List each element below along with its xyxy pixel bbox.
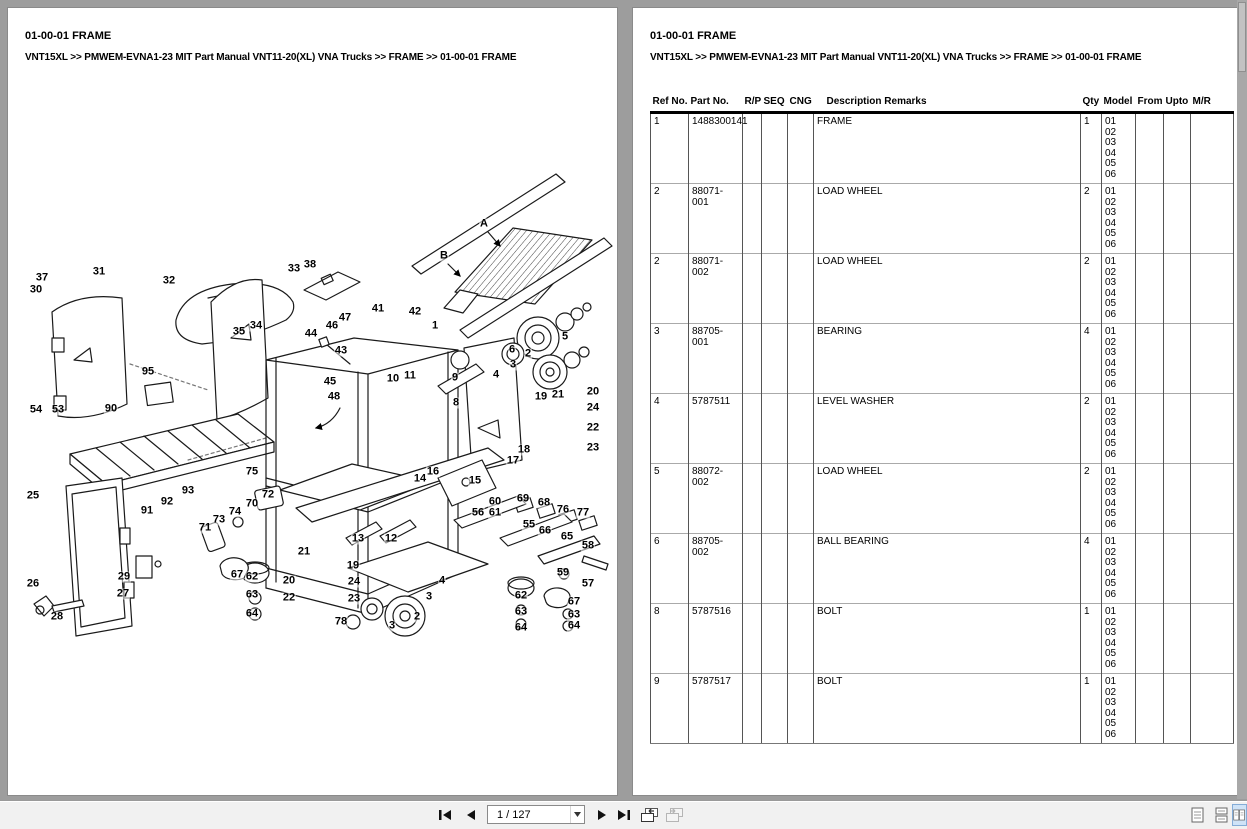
cell-from — [1136, 184, 1164, 254]
cell-cng — [788, 254, 814, 324]
cell-model: 01 02 03 04 05 06 — [1102, 324, 1136, 394]
cell-part: 88705-002 — [689, 534, 743, 604]
part-number-label: 25 — [26, 489, 40, 502]
part-number-label: 74 — [228, 505, 242, 518]
part-number-label: 5 — [561, 330, 569, 343]
part-number-label: 29 — [117, 570, 131, 583]
part-number-label: 56 — [471, 506, 485, 519]
part-number-label: 91 — [140, 504, 154, 517]
cell-rp — [743, 464, 762, 534]
first-page-button[interactable] — [434, 804, 456, 826]
cell-part: 88071-002 — [689, 254, 743, 324]
cell-ref: 5 — [651, 464, 689, 534]
part-number-label: 26 — [26, 577, 40, 590]
part-number-label: 19 — [534, 390, 548, 403]
cell-from — [1136, 604, 1164, 674]
part-number-label: 24 — [586, 401, 600, 414]
cell-desc: BOLT — [814, 604, 1081, 674]
table-header-row — [651, 94, 1234, 113]
part-number-label: 33 — [287, 262, 301, 275]
cell-qty: 2 — [1081, 464, 1102, 534]
part-number-label: 2 — [413, 610, 421, 623]
manual-page-left — [8, 8, 617, 795]
part-number-label: 30 — [29, 283, 43, 296]
part-number-label: 44 — [304, 327, 318, 340]
part-number-label: 34 — [249, 319, 263, 332]
cell-from — [1136, 674, 1164, 744]
page-number-combobox[interactable] — [487, 805, 585, 824]
cell-upto — [1164, 184, 1191, 254]
cell-ref: 6 — [651, 534, 689, 604]
part-number-label: 22 — [282, 591, 296, 604]
part-number-label: 23 — [347, 592, 361, 605]
cell-part: 88705-001 — [689, 324, 743, 394]
cell-ref: 1 — [651, 113, 689, 184]
part-number-label: 23 — [586, 441, 600, 454]
breadcrumb: VNT15XL >> PMWEM-EVNA1-23 MIT Part Manual VNT11-20(XL) VNA Trucks >> FRAME >> 01-00-01 FRAME — [650, 52, 1142, 63]
cell-ref: 8 — [651, 604, 689, 674]
cell-desc: BEARING — [814, 324, 1081, 394]
exploded-diagram — [8, 78, 617, 778]
col-rp: R/P — [743, 94, 762, 113]
cell-upto — [1164, 113, 1191, 184]
next-page-icon — [597, 809, 607, 821]
part-number-label: 73 — [212, 513, 226, 526]
cell-rp — [743, 254, 762, 324]
part-number-label: 28 — [50, 610, 64, 623]
continuous-layout-button[interactable] — [1210, 804, 1232, 826]
part-number-label: 90 — [104, 402, 118, 415]
page-title: 01-00-01 FRAME — [25, 30, 112, 42]
previous-page-button[interactable] — [460, 804, 482, 826]
cell-from — [1136, 464, 1164, 534]
table-row — [651, 113, 1234, 184]
cell-rp — [743, 604, 762, 674]
cell-qty: 4 — [1081, 534, 1102, 604]
cell-cng — [788, 394, 814, 464]
part-number-label: 61 — [488, 506, 502, 519]
part-number-label: 3 — [509, 358, 517, 371]
table-row — [651, 394, 1234, 464]
part-number-label: 20 — [282, 574, 296, 587]
cell-cng — [788, 324, 814, 394]
part-number-label: 31 — [92, 265, 106, 278]
col-upto: Upto — [1164, 94, 1191, 113]
cell-model: 01 02 03 04 05 06 — [1102, 464, 1136, 534]
part-number-label: 64 — [245, 607, 259, 620]
part-number-label: 12 — [384, 532, 398, 545]
cell-qty: 4 — [1081, 324, 1102, 394]
part-number-label: 92 — [160, 495, 174, 508]
cell-model: 01 02 03 04 05 06 — [1102, 394, 1136, 464]
cell-mr — [1191, 394, 1234, 464]
part-number-label: 3 — [425, 590, 433, 603]
part-number-label: 47 — [338, 311, 352, 324]
next-view-button[interactable] — [663, 804, 685, 826]
part-number-label: 21 — [297, 545, 311, 558]
cell-part: 1488300141 — [689, 113, 743, 184]
col-seq: SEQ — [762, 94, 788, 113]
table-row — [651, 324, 1234, 394]
part-number-label: 95 — [141, 365, 155, 378]
part-number-label: 9 — [451, 371, 459, 384]
cell-mr — [1191, 113, 1234, 184]
part-number-label: 42 — [408, 305, 422, 318]
cell-rp — [743, 674, 762, 744]
part-number-label: 53 — [51, 403, 65, 416]
cell-ref: 3 — [651, 324, 689, 394]
part-number-label: 32 — [162, 274, 176, 287]
cell-model: 01 02 03 04 05 06 — [1102, 604, 1136, 674]
cell-desc: BALL BEARING — [814, 534, 1081, 604]
part-number-label: 66 — [538, 524, 552, 537]
part-number-label: 76 — [556, 503, 570, 516]
cell-part: 88071-001 — [689, 184, 743, 254]
part-number-label: 8 — [452, 396, 460, 409]
cell-upto — [1164, 534, 1191, 604]
part-number-label: 15 — [468, 474, 482, 487]
cell-ref: 2 — [651, 254, 689, 324]
part-number-label: 55 — [522, 518, 536, 531]
next-page-button[interactable] — [591, 804, 613, 826]
part-number-label: 35 — [232, 325, 246, 338]
part-number-label: 19 — [346, 559, 360, 572]
part-number-label: 58 — [581, 539, 595, 552]
part-number-label: 10 — [386, 372, 400, 385]
cell-cng — [788, 604, 814, 674]
cell-desc: LOAD WHEEL — [814, 464, 1081, 534]
cell-cng — [788, 464, 814, 534]
navigation-toolbar — [0, 800, 1247, 829]
part-number-label: 4 — [492, 368, 500, 381]
cell-mr — [1191, 604, 1234, 674]
cell-model: 01 02 03 04 05 06 — [1102, 674, 1136, 744]
part-number-label: 2 — [524, 347, 532, 360]
table-row — [651, 184, 1234, 254]
cell-seq — [762, 324, 788, 394]
cell-qty: 1 — [1081, 674, 1102, 744]
cell-part: 5787517 — [689, 674, 743, 744]
part-number-label: 22 — [586, 421, 600, 434]
part-number-label: 72 — [261, 488, 275, 501]
page-title: 01-00-01 FRAME — [650, 30, 737, 42]
part-number-label: 59 — [556, 566, 570, 579]
col-mr: M/R — [1191, 94, 1234, 113]
cell-cng — [788, 534, 814, 604]
facing-pages-layout-button[interactable] — [1232, 804, 1247, 826]
cell-qty: 2 — [1081, 184, 1102, 254]
next-view-icon — [665, 807, 684, 823]
breadcrumb: VNT15XL >> PMWEM-EVNA1-23 MIT Part Manual VNT11-20(XL) VNA Trucks >> FRAME >> 01-00-01 FRAME — [25, 52, 517, 63]
cell-desc: FRAME — [814, 113, 1081, 184]
previous-view-icon — [640, 807, 659, 823]
previous-page-icon — [466, 809, 476, 821]
part-number-label: 78 — [334, 615, 348, 628]
cell-model: 01 02 03 04 05 06 — [1102, 534, 1136, 604]
part-number-label: 48 — [327, 390, 341, 403]
table-row — [651, 254, 1234, 324]
cell-upto — [1164, 464, 1191, 534]
cell-desc: LOAD WHEEL — [814, 254, 1081, 324]
parts-table — [650, 94, 1234, 744]
part-number-label: 16 — [426, 465, 440, 478]
cell-cng — [788, 674, 814, 744]
cell-mr — [1191, 534, 1234, 604]
part-number-label: 46 — [325, 319, 339, 332]
cell-qty: 1 — [1081, 604, 1102, 674]
cell-from — [1136, 324, 1164, 394]
cell-seq — [762, 674, 788, 744]
table-row — [651, 534, 1234, 604]
part-number-label: 24 — [347, 575, 361, 588]
cell-rp — [743, 184, 762, 254]
part-number-label: 68 — [537, 496, 551, 509]
part-number-label: 93 — [181, 484, 195, 497]
part-number-label: 63 — [514, 605, 528, 618]
cell-ref: 2 — [651, 184, 689, 254]
part-number-label: 70 — [245, 497, 259, 510]
col-qty: Qty — [1081, 94, 1102, 113]
cell-desc: BOLT — [814, 674, 1081, 744]
cell-part: 5787511 — [689, 394, 743, 464]
cell-qty: 1 — [1081, 113, 1102, 184]
scrollbar-thumb[interactable] — [1238, 2, 1246, 72]
part-number-label: 63 — [245, 588, 259, 601]
single-page-layout-icon — [1191, 807, 1204, 823]
part-number-label: 67 — [567, 595, 581, 608]
cell-model: 01 02 03 04 05 06 — [1102, 254, 1136, 324]
part-number-label: 43 — [334, 344, 348, 357]
part-number-label: 11 — [404, 369, 416, 382]
part-number-label: 75 — [245, 465, 259, 478]
last-page-button[interactable] — [613, 804, 635, 826]
part-number-label: A — [480, 217, 488, 230]
cell-seq — [762, 534, 788, 604]
part-number-label: 77 — [576, 506, 590, 519]
cell-seq — [762, 184, 788, 254]
cell-cng — [788, 113, 814, 184]
part-number-label: 27 — [116, 587, 130, 600]
cell-qty: 2 — [1081, 254, 1102, 324]
part-number-label: 14 — [413, 472, 427, 485]
table-row — [651, 604, 1234, 674]
part-number-label: 64 — [567, 619, 581, 632]
previous-view-button[interactable] — [638, 804, 660, 826]
parts-table-body — [651, 113, 1234, 744]
cell-mr — [1191, 464, 1234, 534]
cell-seq — [762, 254, 788, 324]
col-ref: Ref No. — [651, 94, 689, 113]
part-number-label: 17 — [506, 454, 520, 467]
cell-upto — [1164, 324, 1191, 394]
col-part: Part No. — [689, 94, 743, 113]
cell-part: 5787516 — [689, 604, 743, 674]
single-page-layout-button[interactable] — [1186, 804, 1208, 826]
part-number-label: 62 — [514, 589, 528, 602]
part-number-label: 4 — [438, 574, 446, 587]
cell-desc: LOAD WHEEL — [814, 184, 1081, 254]
cell-seq — [762, 394, 788, 464]
manual-page-right — [633, 8, 1237, 795]
cell-upto — [1164, 254, 1191, 324]
part-number-label: 60 — [488, 495, 502, 508]
first-page-icon — [438, 809, 452, 821]
facing-pages-layout-icon — [1233, 807, 1246, 823]
cell-qty: 2 — [1081, 394, 1102, 464]
part-number-label: 57 — [581, 577, 595, 590]
cell-from — [1136, 254, 1164, 324]
part-number-label: 69 — [516, 492, 530, 505]
col-from: From — [1136, 94, 1164, 113]
cell-mr — [1191, 324, 1234, 394]
cell-from — [1136, 113, 1164, 184]
cell-seq — [762, 604, 788, 674]
part-number-label: 1 — [431, 319, 439, 332]
part-number-label: 64 — [514, 621, 528, 634]
part-number-label: 65 — [560, 530, 574, 543]
last-page-icon — [617, 809, 631, 821]
col-model: Model — [1102, 94, 1136, 113]
page-indicator: 1 / 127 — [497, 808, 531, 821]
table-row — [651, 464, 1234, 534]
cell-desc: LEVEL WASHER — [814, 394, 1081, 464]
cell-upto — [1164, 604, 1191, 674]
part-number-label: 41 — [371, 302, 385, 315]
vertical-scrollbar[interactable] — [1237, 0, 1247, 799]
cell-rp — [743, 394, 762, 464]
part-number-label: 71 — [198, 521, 212, 534]
part-number-label: 6 — [508, 343, 516, 356]
cell-from — [1136, 534, 1164, 604]
cell-model: 01 02 03 04 05 06 — [1102, 184, 1136, 254]
part-number-label: 63 — [567, 608, 581, 621]
cell-mr — [1191, 254, 1234, 324]
cell-part: 88072-002 — [689, 464, 743, 534]
exploded-diagram-svg — [8, 78, 617, 778]
chevron-down-icon[interactable] — [570, 806, 584, 823]
cell-rp — [743, 534, 762, 604]
part-number-label: 20 — [586, 385, 600, 398]
cell-upto — [1164, 674, 1191, 744]
continuous-layout-icon — [1215, 807, 1228, 823]
cell-from — [1136, 394, 1164, 464]
part-number-label: 37 — [35, 271, 49, 284]
part-number-label: 67 — [230, 568, 244, 581]
part-number-label: 21 — [551, 388, 565, 401]
part-number-label: 45 — [323, 375, 337, 388]
table-row — [651, 674, 1234, 744]
cell-cng — [788, 184, 814, 254]
part-number-label: 13 — [351, 532, 365, 545]
cell-ref: 4 — [651, 394, 689, 464]
cell-rp — [743, 324, 762, 394]
part-number-label: 3 — [388, 619, 396, 632]
part-number-label: 54 — [29, 403, 43, 416]
part-number-label: 18 — [517, 443, 531, 456]
part-number-label: 38 — [303, 258, 317, 271]
col-desc: Description Remarks — [814, 94, 1081, 113]
part-number-label: B — [440, 249, 448, 262]
cell-mr — [1191, 674, 1234, 744]
cell-mr — [1191, 184, 1234, 254]
part-number-label: 62 — [245, 570, 259, 583]
cell-ref: 9 — [651, 674, 689, 744]
cell-seq — [762, 113, 788, 184]
cell-upto — [1164, 394, 1191, 464]
col-cng: CNG — [788, 94, 814, 113]
cell-seq — [762, 464, 788, 534]
cell-model: 01 02 03 04 05 06 — [1102, 113, 1136, 184]
